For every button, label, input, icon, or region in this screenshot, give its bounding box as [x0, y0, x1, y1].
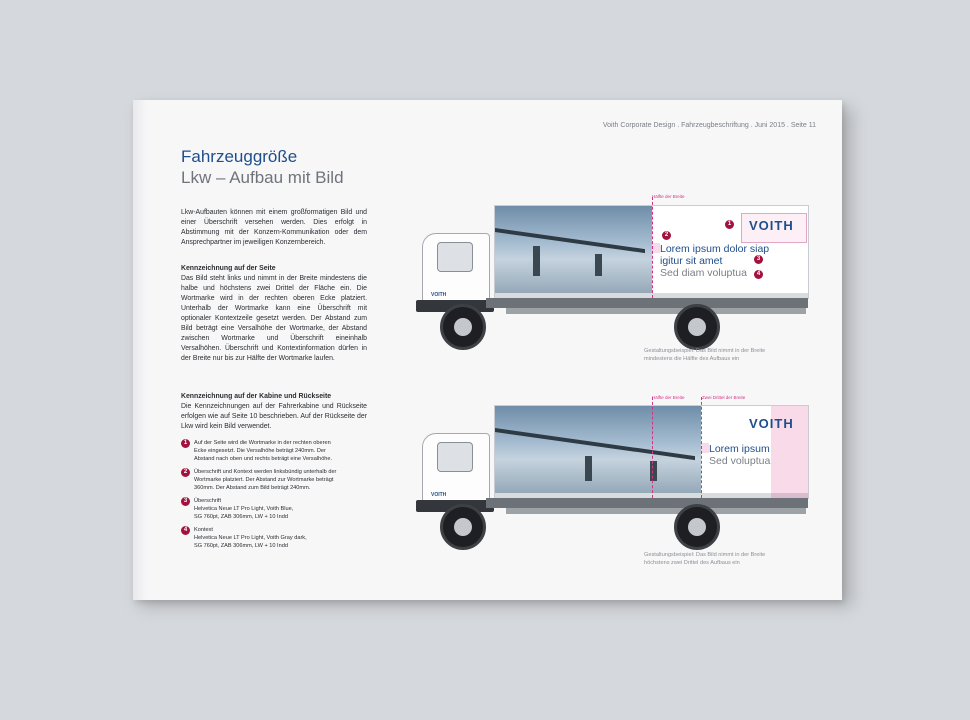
- note-number-badge: 1: [181, 439, 190, 448]
- note-number-badge: 2: [181, 468, 190, 477]
- page-spine: [133, 100, 147, 600]
- context-line: Sed diam voluptua: [660, 267, 747, 279]
- note-number-badge: 4: [181, 526, 190, 535]
- cab-window: [437, 242, 473, 272]
- truck-illustration-two-thirds: [416, 395, 816, 566]
- context-line: Sed voluptua: [709, 455, 771, 467]
- headline-line1: Lorem ipsum: [709, 443, 770, 455]
- note-item: 4 Kontext Helvetica Neue LT Pro Light, Voith Gray dark, SG 760pt, ZAB 306mm, LW + 10 Indd: [181, 526, 381, 550]
- page-title: Fahrzeuggröße: [181, 147, 298, 166]
- headline-line1: Lorem ipsum dolor siap: [660, 243, 770, 255]
- guide-label: Zwei Drittel der Breite: [702, 395, 746, 400]
- brochure-page: [133, 100, 842, 600]
- section1-body: Das Bild steht links und nimmt in der Breite mindestens die halbe und höchstens zwei Drittel der Fläche ein. Die Wortmarke wird in der rechten oberen Ecke platziert. Unterhalb der Wortmarke kann eine Überschrift mit optionaler Kontextzeile gesetzt werden. Der Abstand zum Bild beträgt eine Versalhöhe der Wortmarke, der Abstand zwischen Wortmarke und Überschrift eineinhalb Versalhöhen. Überschrift und Kontextinformation dürfen in der Breite nur bis zur Hälfte der Wortmarke laufen.: [181, 275, 367, 362]
- bridge-photo: [495, 406, 701, 498]
- voith-logo: VOITH: [749, 416, 794, 431]
- marker-badge: 3: [754, 255, 763, 264]
- note-item: 3 Überschrift Helvetica Neue LT Pro Light, Voith Blue, SG 760pt, ZAB 306mm, LW + 10 Indd: [181, 497, 381, 521]
- rear-wheel: [674, 304, 720, 350]
- cab-logo: VOITH: [431, 292, 447, 298]
- front-wheel: [440, 504, 486, 550]
- guide-label: Hälfte der Breite: [652, 194, 685, 199]
- marker-badge: 1: [725, 220, 734, 229]
- section1-heading: Kennzeichnung auf der Seite: [181, 265, 276, 272]
- page-subtitle: Lkw – Aufbau mit Bild: [181, 168, 344, 187]
- guide-label: Hälfte der Breite: [652, 395, 685, 400]
- bridge-photo: [495, 206, 652, 298]
- cab-window: [437, 442, 473, 472]
- rear-wheel: [674, 504, 720, 550]
- truck-box-body: [494, 405, 809, 499]
- half-width-guide: [652, 397, 653, 498]
- note-item: 1 Auf der Seite wird die Wortmarke in der rechten oberen Ecke eingesetzt. Die Versalhöhe beträgt 240mm. Der Abstand nach oben und rechts beträgt eine Versalhöhe.: [181, 439, 381, 463]
- section2-body: Die Kennzeichnungen auf der Fahrerkabine und Rückseite erfolgen wie auf Seite 10 beschrieben. Auf der Rückseite der Lkw wird kein Bild verwendet.: [181, 403, 367, 430]
- section2-heading: Kennzeichnung auf der Kabine und Rückseite: [181, 393, 332, 400]
- running-header: Voith Corporate Design . Fahrzeugbeschriftung . Juni 2015 . Seite 11: [602, 122, 816, 129]
- marker-badge: 2: [662, 231, 671, 240]
- note-item: 2 Überschrift und Kontext werden linksbündig unterhalb der Wortmarke platziert. Der Abstand zur Wortmarke beträgt 360mm. Der Abstand zum Bild beträgt 240mm.: [181, 468, 381, 492]
- marker-badge: 4: [754, 270, 763, 279]
- cab-logo: VOITH: [431, 492, 447, 498]
- notes-list: [181, 439, 381, 555]
- figure-caption: Gestaltungsbeispiel: Das Bild nimmt in der Breite höchstens zwei Drittel des Aufbaus ein: [644, 552, 766, 566]
- intro-paragraph: Lkw-Aufbauten können mit einem großformatigen Bild und einer Überschrift versehen werden. Dies erfolgt in Abstimmung mit der Konzern-Kommunikation oder dem Ansprechpartner im jeweiligen Konzernbereich.: [181, 209, 367, 246]
- bridge-deck: [495, 428, 695, 460]
- truck-box-body: [494, 205, 809, 299]
- note-number-badge: 3: [181, 497, 190, 506]
- front-wheel: [440, 304, 486, 350]
- headline-line2: igitur sit amet: [660, 255, 723, 267]
- bridge-deck: [495, 228, 645, 253]
- voith-logo: VOITH: [749, 218, 794, 233]
- truck-illustration-half: [416, 194, 816, 362]
- figure-caption: Gestaltungsbeispiel: Das Bild nimmt in der Breite mindestens die Hälfte des Aufbaus ein: [644, 348, 766, 362]
